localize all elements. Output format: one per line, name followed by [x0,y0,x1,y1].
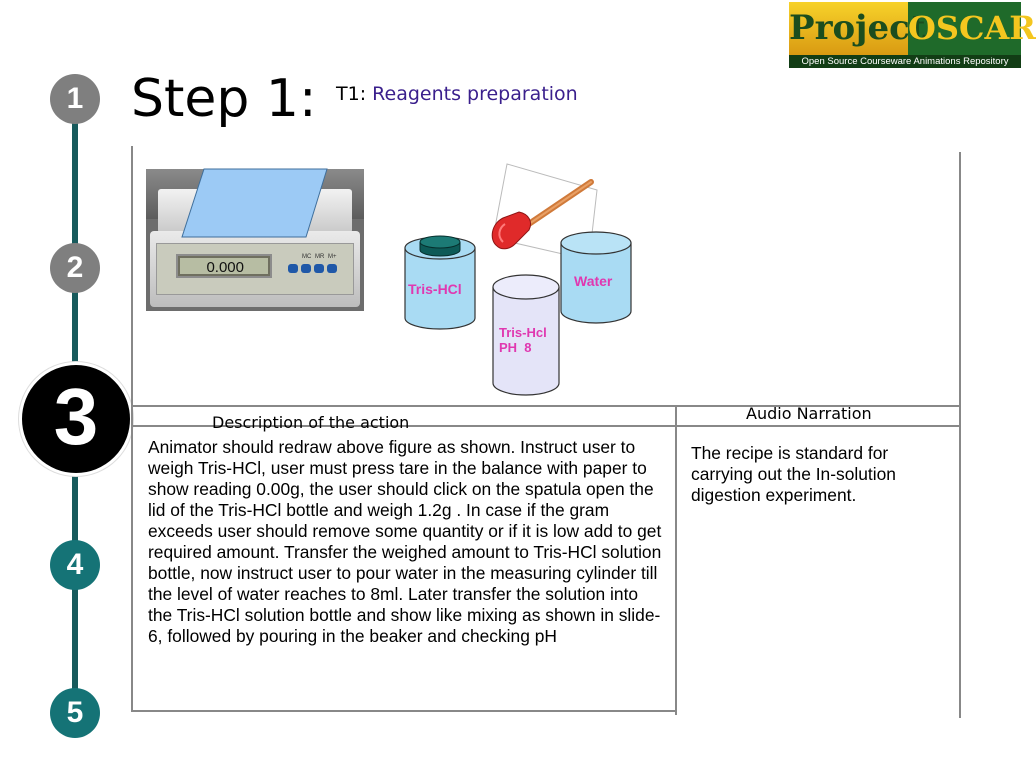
balance-button-label-mr: MR [315,254,325,260]
step-3-marker[interactable]: 3 [19,362,133,476]
logo-tagline: Open Source Courseware Animations Repository [789,55,1021,68]
description-header: Description of the action [212,413,410,432]
narration-header: Audio Narration [746,404,872,423]
balance-button-label-mc: MC [302,254,312,260]
task-prefix: T1: [336,83,367,105]
tris-hcl-bottle[interactable] [404,236,476,330]
table-bottom-line [131,710,676,712]
description-text: Animator should redraw above figure as shown. Instruct user to weigh Tris-HCl, user must press tare in the balance with paper to show reading 0.00g, the user should click on the spatula open the lid of the Tris-HCl bottle and weigh 1.2g . In case if the gram exceeds user should remove some quantity or if it is low add to get required amount. Transfer the weighed amount to Tris-HCl solution bottle, now instruct user to pour water in the measuring cylinder till the level of water reaches to 8ml. Later transfer the solution into the Tris-HCl solution bottle and show like mixing as shown in slide-6, followed by pouring in the beaker and checking pH [148,437,662,646]
logo-word-oscar: OSCAR [908,9,1036,47]
table-column-divider [675,405,677,715]
task-name: Reagents preparation [372,83,578,105]
tris-hcl-ph8-label-line2: PH 8 [499,340,532,355]
tris-hcl-ph8-bottle[interactable] [492,274,560,396]
balance-button-label-mplus: M+ [328,254,337,260]
narration-text: The recipe is standard for carrying out the In-solution digestion experiment. [691,443,896,505]
step-2-marker[interactable]: 2 [50,243,100,293]
page-title: Step 1: [131,69,317,129]
step-4-marker[interactable]: 4 [50,540,100,590]
frame-left-line [131,146,133,712]
step-1-marker[interactable]: 1 [50,74,100,124]
tris-hcl-label: Tris-HCl [408,281,462,297]
water-bottle[interactable] [560,231,632,325]
task-subtitle [336,81,578,107]
electronic-balance[interactable] [146,169,364,311]
project-oscar-logo [789,2,1036,68]
balance-display: 0.000 [176,254,272,278]
logo-word-project: Project [789,2,908,55]
water-label: Water [574,273,613,289]
frame-right-line [959,152,961,718]
step-5-marker[interactable]: 5 [50,688,100,738]
weighing-paper[interactable] [146,169,364,311]
tris-hcl-ph8-label-line1: Tris-Hcl [499,325,547,340]
